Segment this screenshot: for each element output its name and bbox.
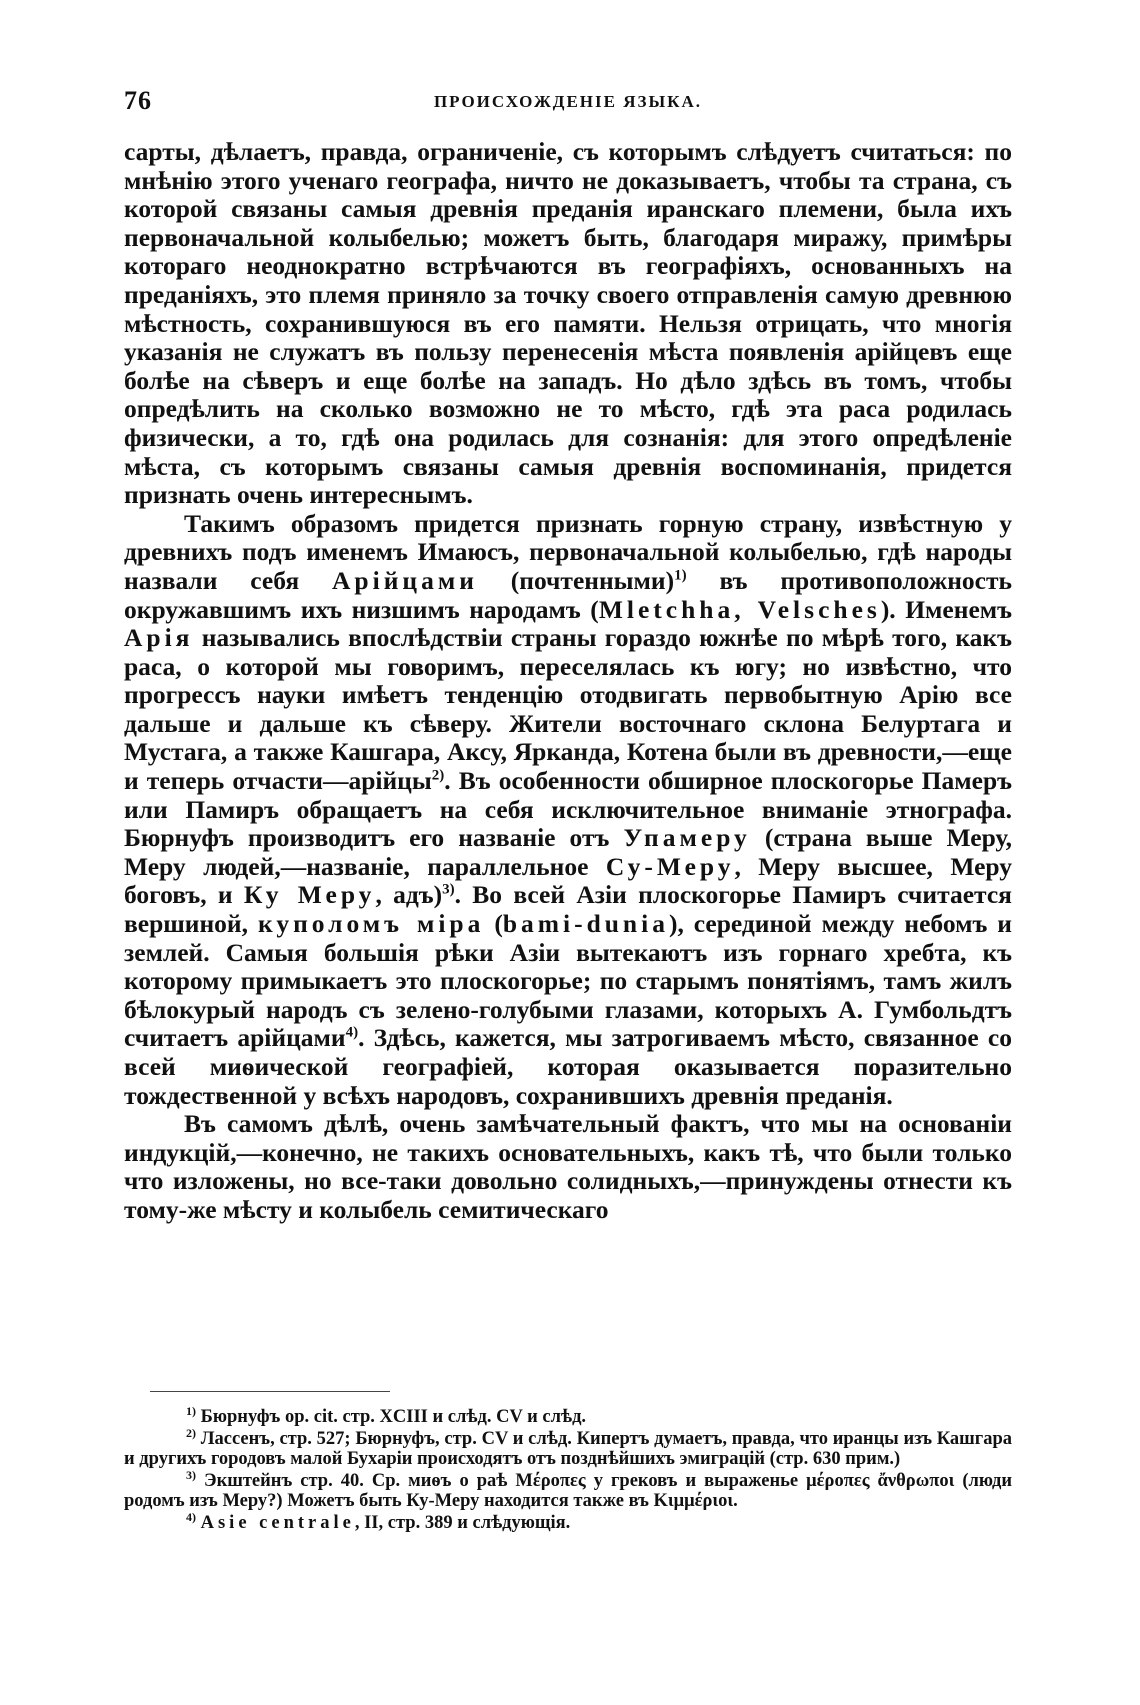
footnote-3 bbox=[124, 1467, 1012, 1512]
footnote-text: Экштейнъ стр. 40. Ср. миѳъ о раѣ Μέροπες у грековъ и выраженье μέροπες ἄνθρωποι (люди родомъ изъ Меру?) Можетъ быть Ку-Меру находится также въ Κιμμέριοι. bbox=[124, 1470, 1012, 1512]
spaced-term-aryans: Арійцами bbox=[332, 565, 478, 595]
footnote-marker: 1) bbox=[186, 1403, 196, 1418]
footnote-4 bbox=[124, 1509, 1012, 1534]
spaced-book-title: Asie centrale bbox=[200, 1512, 355, 1533]
running-title: ПРОИСХОЖДЕНІЕ ЯЗЫКА. bbox=[433, 92, 703, 111]
text-run: ( bbox=[484, 909, 503, 939]
spaced-term-mletchha: Mletchha, Velsches bbox=[598, 594, 881, 624]
text-run: въ противоположность окружавшимъ ихъ низшимъ народамъ ( bbox=[124, 565, 1012, 624]
text-run: . Здѣсь, кажется, мы затрогиваемъ мѣсто, связанное со всей миѳической географіей, которая оказывается поразительно тождественной у всѣхъ народовъ, сохранившихъ древнія преданія. bbox=[124, 1023, 1012, 1110]
page-number: 76 bbox=[124, 86, 152, 115]
footnote-marker: 4) bbox=[186, 1509, 196, 1524]
paragraph-3: Въ самомъ дѣлѣ, очень замѣчательный фактъ, что мы на основаніи индукцій,—конечно, не такихъ основательныхъ, какъ тѣ, что были только что изложены, но все-таки довольно солидныхъ,—принуждены отнести къ тому-же мѣсту и колыбель семитическаго bbox=[124, 1109, 1012, 1224]
spaced-term-bami-dunia: bami-dunia bbox=[502, 909, 669, 939]
footnote-1 bbox=[124, 1403, 1012, 1428]
spaced-term-kumeru: Ку Меру bbox=[243, 880, 376, 910]
spaced-term-sumeru: Су-Меру bbox=[605, 851, 735, 881]
footnotes bbox=[124, 1403, 1012, 1535]
footnote-ref-1: 1) bbox=[674, 567, 687, 584]
text-run: , Меру высшее, Меру боговъ, и bbox=[124, 851, 1012, 910]
text-run: назывались впослѣдствіи страны гораздо южнѣе по мѣрѣ того, какъ раса, о которой мы говоримъ, переселялась къ югу; но извѣстно, что прогрессъ науки имѣетъ тенденцію отодвигать первобытную Арію все дальше и дальше къ сѣверу. Жители восточнаго склона Белуртага и Мустага, а также Кашгара, Аксу, Ярканда, Котена были въ древности,—еще и теперь отчасти—арійцы bbox=[124, 623, 1012, 796]
footnote-2 bbox=[124, 1425, 1012, 1470]
spaced-term-upameru: Упамеру bbox=[623, 823, 751, 853]
text-run: (почтенными) bbox=[477, 565, 675, 595]
paragraph-1: сарты, дѣлаетъ, правда, ограниченіе, съ которымъ слѣдуетъ считаться: по мнѣнію этого ученаго географа, ничто не доказываетъ, чтобы та страна, съ которой связаны самыя древнія преданія иранскаго племени, была ихъ первоначальной колыбелью; можетъ быть, благодаря миражу, примѣры котораго неоднократно встрѣчаются въ географіяхъ, основанныхъ на преданіяхъ, это племя приняло за точку своего отправленія самую древнюю мѣстность, сохранившуюся въ его памяти. Нельзя отрицать, что многія указанія не служатъ въ пользу перенесенія мѣста появленія арійцевъ еще болѣе на сѣверъ и еще болѣе на западъ. Но дѣло здѣсь въ томъ, чтобы опредѣлить на сколько возможно не то мѣсто, гдѣ эта раса родилась физически, а то, гдѣ она родилась для сознанія: для этого опредѣленіе мѣста, съ которымъ связаны самыя древнія воспоминанія, придется признать очень интереснымъ. bbox=[124, 137, 1012, 510]
page-header bbox=[124, 86, 1012, 126]
spaced-term-aria: Арія bbox=[124, 623, 194, 653]
footnote-ref-4: 4) bbox=[345, 1024, 359, 1041]
text-run: , адъ) bbox=[375, 880, 443, 910]
text-run: ), серединой между небомъ и землей. Самыя большія рѣки Азіи вытекаютъ изъ горнаго хребта, къ которому примыкаетъ это плоскогорье; по старымъ понятіямъ, тамъ жилъ бѣлокурый народъ съ зелено-голубыми глазами, которыхъ А. Гумбольдтъ считаетъ арійцами bbox=[124, 909, 1012, 1053]
footnote-marker: 3) bbox=[186, 1467, 196, 1482]
text-run: . Въ особенности обширное плоскогорье Памеръ или Памиръ обращаетъ на себя исключительное вниманіе этнографа. Бюрнуфъ производитъ его названіе отъ bbox=[124, 766, 1012, 853]
main-text bbox=[124, 138, 1012, 1225]
text-run: (страна выше Меру, Меру людей,—названіе, параллельное bbox=[124, 823, 1012, 881]
footnote-separator bbox=[150, 1391, 390, 1392]
text-run: ). Именемъ bbox=[880, 594, 1012, 624]
footnote-ref-2: 2) bbox=[431, 767, 445, 784]
text-run: . Во всей Азіи плоскогорье Памиръ считается вершиной, bbox=[124, 880, 1012, 939]
footnote-text: , II, стр. 389 и слѣдующія. bbox=[354, 1512, 571, 1533]
footnote-marker: 2) bbox=[186, 1425, 196, 1440]
text-run: Такимъ образомъ придется признать горную страну, извѣстную у древнихъ подъ именемъ Имаюсъ, первоначальной колыбелью, гдѣ народы назвали себя bbox=[124, 508, 1012, 595]
footnote-text: Лассенъ, стр. 527; Бюрнуфъ, стр. CV и слѣд. Кипертъ думаетъ, правда, что иранцы изъ Кашгара и другихъ городовъ малой Бухаріи происходятъ отъ позднѣйшихъ эмиграцій (стр. 630 прим.) bbox=[124, 1428, 1012, 1470]
spaced-term-kupolom: куполомъ міра bbox=[257, 909, 485, 939]
footnote-text: Бюрнуфъ op. cit. стр. XCIII и слѣд. CV и слѣд. bbox=[196, 1407, 587, 1427]
paragraph-2 bbox=[124, 510, 1012, 1110]
footnote-ref-3: 3) bbox=[442, 881, 455, 898]
